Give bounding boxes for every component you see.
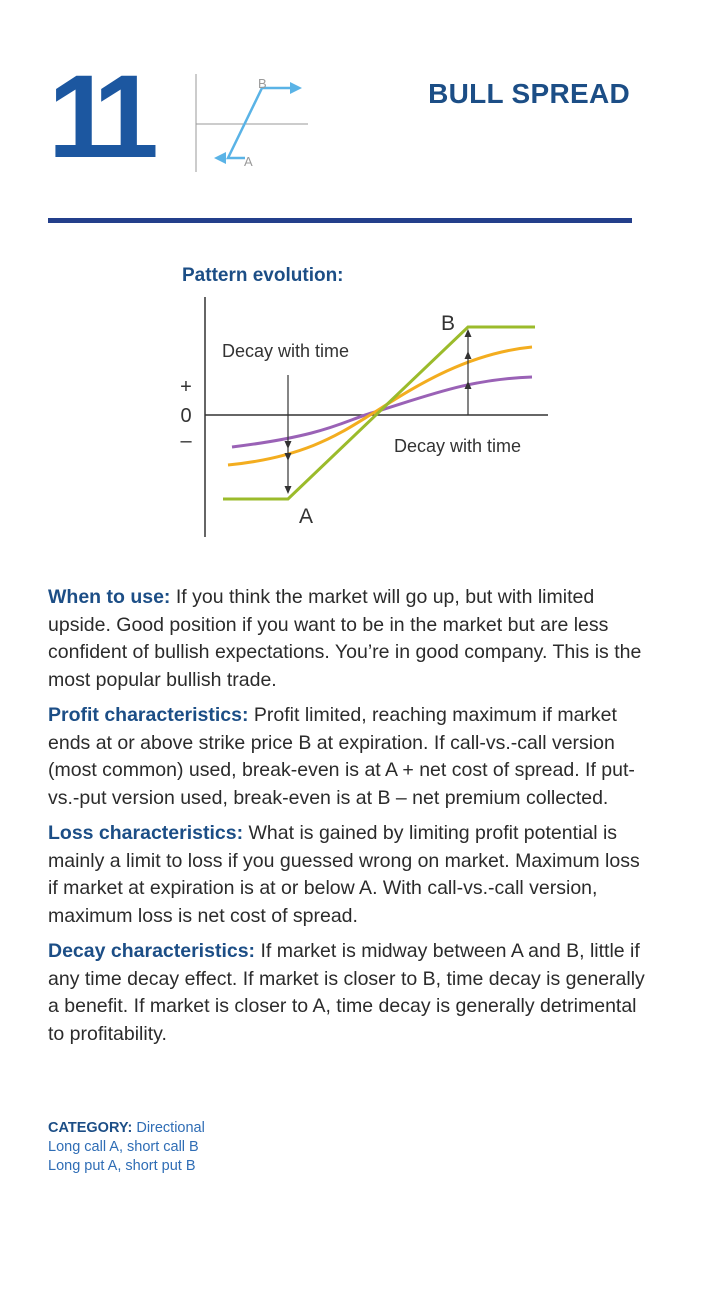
section-loss: [48, 820, 648, 930]
section-label: Loss characteristics:: [48, 822, 244, 844]
pattern-chart: [170, 295, 560, 540]
page-title: BULL SPREAD: [428, 78, 630, 109]
decay-arrowhead-a-2: [285, 453, 292, 461]
section-label: Decay characteristics:: [48, 940, 256, 962]
decay-arrowhead-a-3: [285, 486, 292, 494]
category-block: [48, 1119, 205, 1176]
section-text: Profit limited, reaching maximum if market ends at or above strike price B at expiration. If call-vs.-call version (most common) used, break-even is at A + net cost of spread. If put-vs.-put version used, break-even is at B – net premium collected.: [48, 704, 635, 809]
y-label-zero: 0: [180, 405, 192, 427]
decay-label-right: Decay with time: [394, 436, 522, 456]
point-label-b: B: [440, 312, 456, 335]
category-detail: Long put A, short put B: [48, 1158, 196, 1174]
icon-label-a: A: [244, 154, 253, 169]
section-label: Profit characteristics:: [48, 704, 249, 726]
category-detail: Long call A, short call B: [48, 1139, 199, 1155]
decay-label-top: Decay with time: [222, 341, 350, 361]
section-text: If you think the market will go up, but with limited upside. Good position if you want to be in the market but are less confident of bullish expectations. You’re in good company. This is the most popular bullish trade.: [48, 586, 642, 691]
section-label: When to use:: [48, 586, 171, 608]
section-text: What is gained by limiting profit potential is mainly a limit to loss if you guessed wrong on market. Maximum loss if market at expiration is at or below A. With call-vs.-call version, maximum loss is net cost of spread.: [48, 822, 640, 927]
point-label-a: A: [298, 505, 314, 528]
section-when-to-use: [48, 584, 648, 694]
description: [48, 584, 648, 1056]
payoff-icon: [190, 70, 320, 180]
strategy-number: 11: [48, 51, 145, 183]
section-text: If market is midway between A and B, little if any time decay effect. If market is closer to B, time decay is generally a benefit. If market is closer to A, time decay is generally detrimental to profitability.: [48, 940, 645, 1045]
icon-label-b: B: [258, 76, 267, 91]
section-decay: [48, 938, 648, 1048]
decay-arrowhead-a-1: [285, 441, 292, 449]
y-label-minus: –: [180, 430, 192, 452]
category-line: [48, 1119, 205, 1138]
y-label-plus: +: [180, 376, 192, 398]
section-profit: [48, 702, 648, 812]
header-divider: [48, 218, 632, 223]
category-label: CATEGORY:: [48, 1120, 133, 1136]
chart-heading: Pattern evolution:: [182, 265, 344, 286]
category-value: Directional: [132, 1120, 205, 1136]
decay-arrowhead-b-2: [465, 351, 472, 359]
